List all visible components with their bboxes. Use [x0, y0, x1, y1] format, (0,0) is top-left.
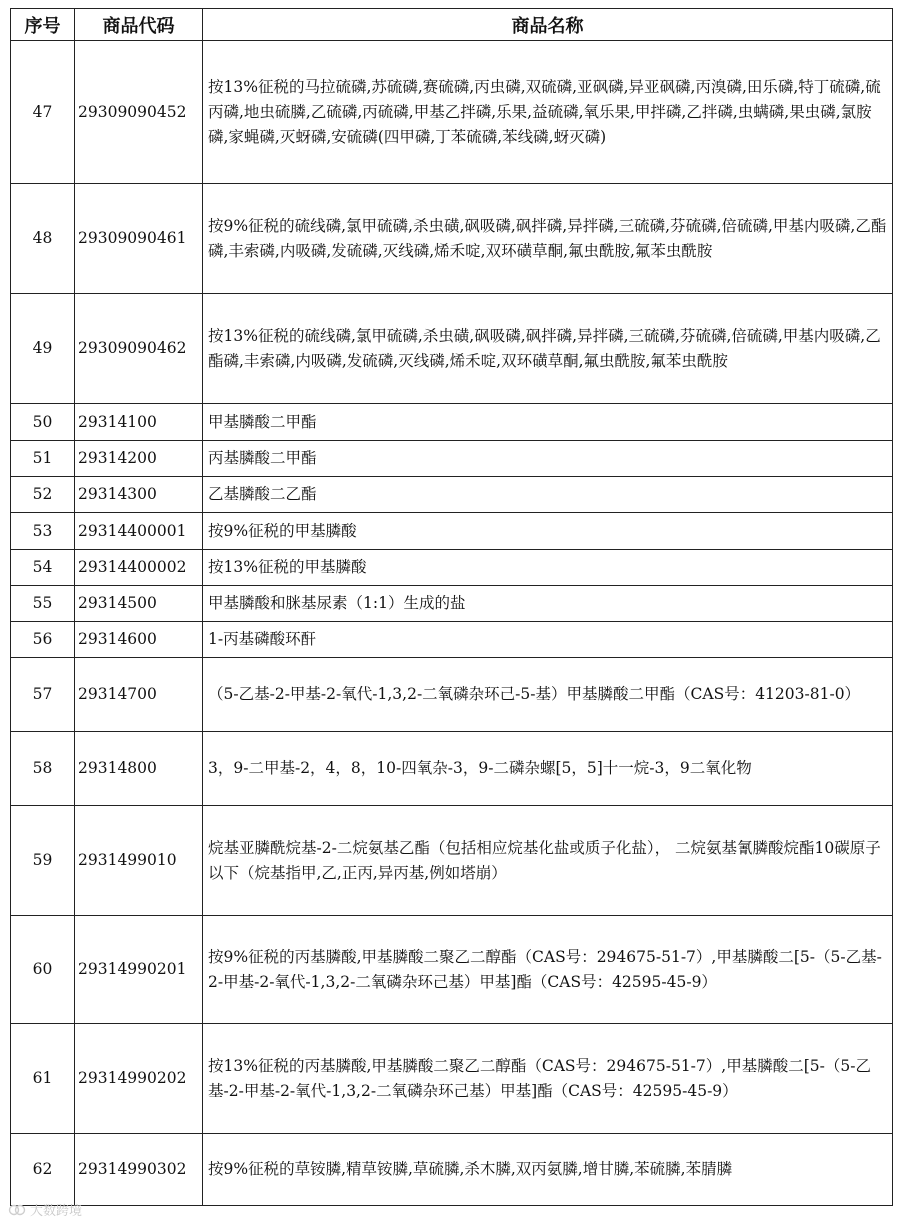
- row-name: 按13%征税的丙基膦酸,甲基膦酸二聚乙二醇酯（CAS号：294675-51-7）,甲基膦酸二[5-（5-乙基-2-甲基-2-氧代-1,3,2-二氧磷杂环己基）甲基]酯（CAS号：42595-45-9）: [203, 1024, 893, 1134]
- header-code: 商品代码: [75, 9, 203, 41]
- row-code: 29314990202: [75, 1024, 203, 1134]
- table-row: [11, 294, 893, 404]
- table-row: [11, 184, 893, 294]
- table-row: [11, 513, 893, 550]
- table-row: [11, 658, 893, 732]
- table-row: [11, 550, 893, 586]
- row-code: 29314990201: [75, 916, 203, 1024]
- row-code: 29309090462: [75, 294, 203, 404]
- table-row: [11, 441, 893, 477]
- row-seq: 61: [11, 1024, 75, 1134]
- row-name: 乙基膦酸二乙酯: [203, 477, 893, 513]
- table-row: [11, 622, 893, 658]
- header-seq: 序号: [11, 9, 75, 41]
- row-code: 29309090461: [75, 184, 203, 294]
- row-seq: 49: [11, 294, 75, 404]
- table-row: [11, 404, 893, 441]
- row-seq: 52: [11, 477, 75, 513]
- row-name: 按13%征税的甲基膦酸: [203, 550, 893, 586]
- table-row: [11, 477, 893, 513]
- row-code: 29314800: [75, 732, 203, 806]
- row-code: 29314990302: [75, 1134, 203, 1206]
- table-row: [11, 41, 893, 184]
- row-name: （5-乙基-2-甲基-2-氧代-1,3,2-二氧磷杂环己-5-基）甲基膦酸二甲酯（CAS号：41203-81-0）: [203, 658, 893, 732]
- row-name: 按13%征税的马拉硫磷,苏硫磷,赛硫磷,丙虫磷,双硫磷,亚砜磷,异亚砜磷,丙溴磷,田乐磷,特丁硫磷,硫丙磷,地虫硫膦,乙硫磷,丙硫磷,甲基乙拌磷,乐果,益硫磷,氧乐果,甲拌磷,乙拌磷,虫螨磷,果虫磷,氯胺磷,家蝇磷,灭蚜磷,安硫磷(四甲磷,丁苯硫磷,苯线磷,蚜灭磷): [203, 41, 893, 184]
- watermark-logo-icon: [8, 1203, 26, 1217]
- row-code: 29314400001: [75, 513, 203, 550]
- row-code: 29314700: [75, 658, 203, 732]
- row-seq: 60: [11, 916, 75, 1024]
- row-code: 29314200: [75, 441, 203, 477]
- row-seq: 53: [11, 513, 75, 550]
- row-code: 29314400002: [75, 550, 203, 586]
- row-name: 3，9-二甲基-2，4，8，10-四氧杂-3，9-二磷杂螺[5，5]十一烷-3，9二氧化物: [203, 732, 893, 806]
- row-seq: 48: [11, 184, 75, 294]
- row-seq: 51: [11, 441, 75, 477]
- table-row: [11, 732, 893, 806]
- watermark-text: 大数跨境: [30, 1204, 83, 1219]
- row-seq: 56: [11, 622, 75, 658]
- row-name: 甲基膦酸和脒基尿素（1:1）生成的盐: [203, 586, 893, 622]
- row-seq: 50: [11, 404, 75, 441]
- table-row: [11, 916, 893, 1024]
- row-name: 按9%征税的甲基膦酸: [203, 513, 893, 550]
- row-name: 按9%征税的丙基膦酸,甲基膦酸二聚乙二醇酯（CAS号：294675-51-7）,甲基膦酸二[5-（5-乙基-2-甲基-2-氧代-1,3,2-二氧磷杂环己基）甲基]酯（CAS号：42595-45-9）: [203, 916, 893, 1024]
- row-code: 29314500: [75, 586, 203, 622]
- table-row: [11, 1024, 893, 1134]
- row-name: 1-丙基磷酸环酐: [203, 622, 893, 658]
- row-name: 按9%征税的草铵膦,精草铵膦,草硫膦,杀木膦,双丙氨膦,增甘膦,苯硫膦,苯腈膦: [203, 1134, 893, 1206]
- row-name: 烷基亚膦酰烷基-2-二烷氨基乙酯（包括相应烷基化盐或质子化盐）， 二烷氨基氰膦酸烷酯10碳原子以下（烷基指甲,乙,正丙,异丙基,例如塔崩）: [203, 806, 893, 916]
- watermark: [8, 1200, 82, 1219]
- row-name: 丙基膦酸二甲酯: [203, 441, 893, 477]
- row-code: 2931499010: [75, 806, 203, 916]
- row-name: 按13%征税的硫线磷,氯甲硫磷,杀虫磺,砜吸磷,砜拌磷,异拌磷,三硫磷,芬硫磷,倍硫磷,甲基内吸磷,乙酯磷,丰索磷,内吸磷,发硫磷,灭线磷,烯禾啶,双环磺草酮,氟虫酰胺,氟苯虫酰胺: [203, 294, 893, 404]
- row-seq: 55: [11, 586, 75, 622]
- row-seq: 59: [11, 806, 75, 916]
- row-code: 29314100: [75, 404, 203, 441]
- row-seq: 57: [11, 658, 75, 732]
- row-code: 29314300: [75, 477, 203, 513]
- table-row: [11, 1134, 893, 1206]
- table-header-row: [11, 9, 893, 41]
- row-seq: 62: [11, 1134, 75, 1206]
- row-seq: 58: [11, 732, 75, 806]
- row-name: 按9%征税的硫线磷,氯甲硫磷,杀虫磺,砜吸磷,砜拌磷,异拌磷,三硫磷,芬硫磷,倍硫磷,甲基内吸磷,乙酯磷,丰索磷,内吸磷,发硫磷,灭线磷,烯禾啶,双环磺草酮,氟虫酰胺,氟苯虫酰胺: [203, 184, 893, 294]
- row-seq: 54: [11, 550, 75, 586]
- header-name: 商品名称: [203, 9, 893, 41]
- row-name: 甲基膦酸二甲酯: [203, 404, 893, 441]
- table-row: [11, 806, 893, 916]
- table-row: [11, 586, 893, 622]
- row-code: 29309090452: [75, 41, 203, 184]
- row-code: 29314600: [75, 622, 203, 658]
- commodity-table: [10, 8, 893, 1206]
- row-seq: 47: [11, 41, 75, 184]
